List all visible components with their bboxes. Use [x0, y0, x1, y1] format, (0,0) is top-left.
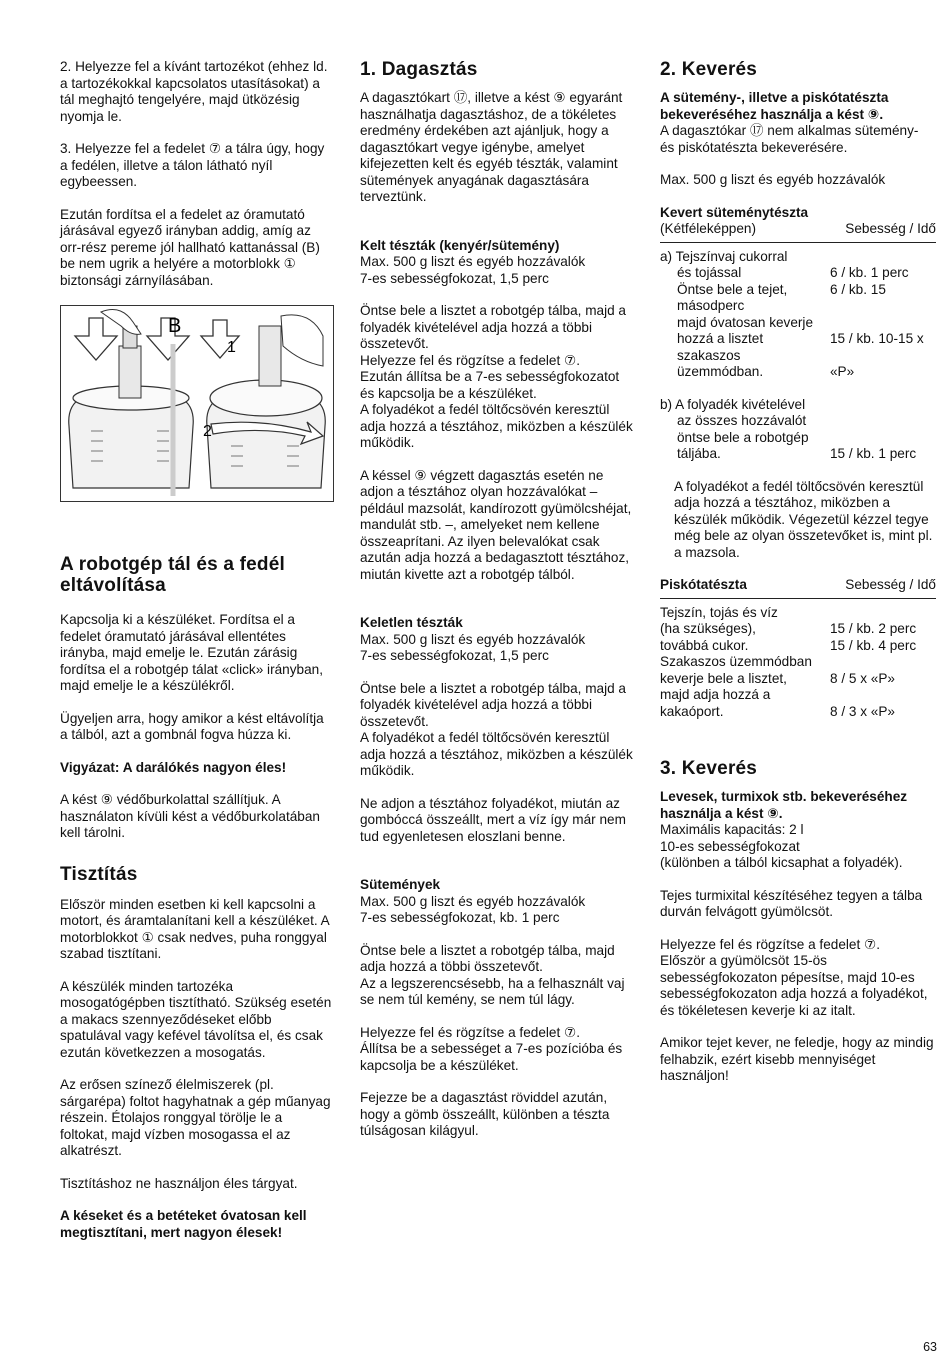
- table-cell-speed: [830, 298, 936, 315]
- table-cell-speed: [830, 413, 936, 430]
- mixing-heading: 2. Keverés: [660, 59, 758, 80]
- table-cell-step: majd adja hozzá a: [660, 687, 771, 702]
- bread-spec: Max. 500 g liszt és egyéb hozzávalók 7-es sebességfokozat, 1,5 perc: [360, 254, 586, 286]
- table-row: [660, 265, 936, 282]
- bread-knife-note: A késsel ⑨ végzett dagasztás esetén ne adjon a tésztához olyan hozzávalókat – például mazsolát, kandírozott gyümölcshéjat, mandulát stb. –, amelyeket nem kellene összeaprítani. Az ilyen belevalókat csak azután adja hozzá a bedagasztott tésztához, miután kivette azt a robotgép tálból.: [360, 467, 632, 582]
- table-cell-speed: 8 / 5 x «P»: [830, 670, 895, 686]
- cookies-steps: Öntse bele a lisztet a robotgép tálba, majd adja hozzá a többi összetevőt. Az a legszerencsésebb, ha a felhasznált vaj se nem túl kemény, se nem túl lágy.: [360, 942, 625, 1007]
- cookies-end: Fejezze be a dagasztást röviddel azután, hogy a gömb összeállt, különben a tészta túlságosan kilágyul.: [360, 1090, 610, 1138]
- table-row: [660, 413, 936, 430]
- table-cell-step: Szakaszos üzemmódban: [660, 654, 812, 669]
- table-row: [660, 331, 936, 348]
- table-row: [660, 654, 936, 671]
- table-cell-speed: [830, 430, 936, 447]
- cake-table-subtitle: (Kétféleképpen): [660, 221, 756, 236]
- table-cell-step: hozzá a lisztet: [677, 331, 764, 346]
- column-middle: [360, 59, 635, 1156]
- table-cell-speed: 6 / kb. 1 perc: [830, 265, 909, 280]
- table-cell-speed: 15 / kb. 10-15 x: [830, 331, 924, 346]
- remove-paragraph-1: Kapcsolja ki a készüléket. Fordítsa el a fedelet óramutató járásával ellentétes irányba, majd emelje le. Ezután zárásig fordítsa el a robotgép tálat «click» irányban, majd emelje le a készülékről.: [60, 612, 323, 693]
- unleavened-spec: Max. 500 g liszt és egyéb hozzávalók 7-es sebességfokozat, 1,5 perc: [360, 631, 586, 663]
- table-cell-step: kakaóport.: [660, 703, 724, 719]
- table-cell-step: szakaszos: [677, 347, 741, 363]
- table-cell-step: és tojással: [677, 265, 742, 280]
- bread-heading: Kelt tészták (kenyér/sütemény): [360, 237, 560, 253]
- table-row: [660, 687, 936, 704]
- sponge-table-rule: [660, 598, 936, 599]
- cleaning-paragraph-3: Az erősen színező élelmiszerek (pl. sárgarépa) foltot hagyhatnak a gép műanyag részein. Étolajos ronggyal törölje le a foltokat, majd vízben mosogassa el az alkatrészt.: [60, 1077, 331, 1158]
- assembly-illustration: [60, 305, 334, 502]
- cleaning-paragraph-1: Először minden esetben ki kell kapcsolni a motort, és áramtalanítani kell a készüléket. A motorblokkot ① csak nedves, puha ronggyal szabad tisztítani.: [60, 896, 329, 961]
- cookies-lid: Helyezze fel és rögzítse a fedelet ⑦. Állítsa be a sebességet a 7-es pozícióba és kapcsolja be a készüléket.: [360, 1024, 623, 1073]
- figure-label-b: B: [168, 315, 182, 337]
- mixing3-paragraph-2: Helyezze fel és rögzítse a fedelet ⑦. Először a gyümölcsöt 15-ös sebességfokozaton pépesítse, majd 10-es sebességfokozaton adja hozzá a folyadékot, és tökéletesen keverje ki az italt.: [660, 936, 928, 1018]
- table-cell-step: Tejszín, tojás és víz: [660, 604, 778, 620]
- cake-table-note: A folyadékot a fedél töltőcsövén keresztül adja hozzá a tésztához, miközben a készülék működik. Végezetül kézzel tegye még bele az olyan összetevőket is, mint pl. a mazsola.: [674, 478, 933, 560]
- bread-steps: Öntse bele a lisztet a robotgép tálba, majd a folyadék kivételével adja hozzá a többi összetevőt. Helyezze fel és rögzítse a fedelet ⑦. Ezután állítsa be a 7-es sebességfokozatot és kapcsolja be a készüléket. A folyadékot a fedél töltőcsövén keresztül adja hozzá a tésztához, miközben a készülék működik.: [360, 303, 633, 450]
- table-cell-speed: [830, 687, 936, 704]
- table-cell-step: üzemmódban.: [677, 364, 764, 379]
- table-row: [660, 282, 936, 299]
- table-cell-speed: [830, 605, 936, 622]
- cake-table-rule: [660, 242, 936, 243]
- knife-storage-paragraph: A kést ⑨ védőburkolattal szállítjuk. A használaton kívüli kést a védőburkolatában kell tárolni.: [60, 792, 320, 840]
- kneading-heading: 1. Dagasztás: [360, 59, 478, 80]
- cleaning-heading: Tisztítás: [60, 863, 138, 885]
- mixing3-paragraph-3: Amikor tejet kever, ne feledje, hogy az mindig felhabzik, ezért kisebb mennyiséget használjon!: [660, 1035, 934, 1083]
- table-cell-step: továbbá cukor.: [660, 637, 749, 653]
- mixing3-lead: Levesek, turmixok stb. bekeveréséhez használja a kést ⑨.: [660, 789, 908, 821]
- table-row: [660, 430, 936, 447]
- cookies-heading: Sütemények: [360, 877, 441, 892]
- cookies-spec: Max. 500 g liszt és egyéb hozzávalók 7-es sebességfokozat, kb. 1 perc: [360, 893, 586, 925]
- remove-paragraph-2: Ügyeljen arra, hogy amikor a kést eltávolítja a tálból, azt a gombnál fogva húzza ki.: [60, 710, 324, 742]
- column-left: [60, 59, 332, 1257]
- table-cell-step: (ha szükséges),: [660, 621, 756, 636]
- page-number: 63: [923, 1340, 937, 1354]
- mixing3-spec: Maximális kapacitás: 2 l 10-es sebességfokozat (különben a tálból kicsaphat a folyadék).: [660, 822, 903, 870]
- table-row: [660, 364, 936, 381]
- table-cell-step: b) A folyadék kivételével: [660, 396, 806, 412]
- cleaning-paragraph-4: Tisztításhoz ne használjon éles tárgyat.: [60, 1175, 298, 1191]
- table-row: [660, 446, 936, 463]
- table-cell-speed: [830, 397, 936, 414]
- table-cell-step: öntse bele a robotgép: [677, 429, 809, 445]
- table-cell-speed: «P»: [830, 364, 855, 379]
- table-cell-speed: [830, 654, 936, 671]
- table-row: [660, 605, 936, 622]
- cake-table-title: Kevert süteménytészta: [660, 204, 809, 220]
- table-cell-step: az összes hozzávalót: [677, 413, 807, 428]
- table-cell-speed: 15 / kb. 2 perc: [830, 621, 917, 636]
- cake-table-header: [660, 221, 936, 238]
- step2-paragraph: 2. Helyezze fel a kívánt tartozékot (ehhez ld. a tartozékokkal kapcsolatos utasításokat) a tál meghajtó tengelyére, majd ütközésig nyomja le.: [60, 59, 328, 124]
- table-row: [660, 315, 936, 332]
- figure-label-1: 1: [227, 339, 236, 356]
- mixing-lead: A sütemény-, illetve a piskótatészta bekeveréséhez használja a kést ⑨.: [660, 90, 889, 122]
- figure-label-2: 2: [203, 423, 212, 440]
- sponge-table-title: Piskótatészta: [660, 577, 747, 592]
- sponge-table-header: [660, 577, 936, 594]
- table-cell-speed: [830, 249, 936, 266]
- cleaning-warning: A késeket és a betéteket óvatosan kell megtisztítani, mert nagyon élesek!: [60, 1208, 307, 1240]
- table-cell-speed: 15 / kb. 4 perc: [830, 637, 917, 653]
- table-cell-speed: [830, 348, 936, 365]
- table-cell-speed: 15 / kb. 1 perc: [830, 446, 917, 461]
- assembly-drawing: [61, 306, 333, 501]
- table-cell-speed: 8 / 3 x «P»: [830, 703, 895, 719]
- mixing-max: Max. 500 g liszt és egyéb hozzávalók: [660, 172, 886, 187]
- cleaning-paragraph-2: A készülék minden tartozéka mosogatógépben tisztítható. Szükség esetén a makacs szennyeződéseket előbb spatulával vagy kefével távolítsa el, és csak ezután következzen a mosogatás.: [60, 978, 332, 1060]
- cake-table-rows-a: [660, 249, 936, 381]
- kneading-intro: A dagasztókart ⑰, illetve a kést ⑨ egyaránt használhatja dagasztáshoz, de a tökéletes eredmény érdekében azt ajánljuk, hogy a dagasztókart vegye igénybe, amelyet kifejezetten kelt és egyéb tészták, valamint sütemények anyagának dagasztására terveztünk.: [360, 90, 623, 204]
- unleavened-steps: Öntse bele a lisztet a robotgép tálba, majd a folyadék kivételével adja hozzá a többi összetevőt. A folyadékot a fedél töltőcsövén keresztül adja hozzá a tésztához, miközben a készülék működik.: [360, 680, 633, 778]
- mixing3-heading: 3. Keverés: [660, 758, 758, 779]
- mixing-note: A dagasztókar ⑰ nem alkalmas sütemény- és piskótatészta bekeverésére.: [660, 123, 919, 155]
- table-cell-step: keverje bele a lisztet,: [660, 670, 787, 686]
- table-cell-step: majd óvatosan keverje: [677, 314, 814, 330]
- unleavened-heading: Keletlen tészták: [360, 615, 463, 630]
- table-row: [660, 704, 936, 721]
- table-cell-speed: [830, 315, 936, 332]
- table-row: [660, 249, 936, 266]
- table-row: [660, 298, 936, 315]
- unleavened-note: Ne adjon a tésztához folyadékot, miután az gombóccá összeállt, mert a víz így már nem tud egyenletesen eloszlani benne.: [360, 795, 626, 844]
- table-row: [660, 638, 936, 655]
- table-cell-step: másodperc: [677, 298, 745, 313]
- table-row: [660, 397, 936, 414]
- table-cell-step: Öntse bele a tejet,: [677, 281, 788, 297]
- table-row: [660, 671, 936, 688]
- table-row: [660, 621, 936, 638]
- remove-heading: A robotgép tál és a fedél eltávolítása: [60, 554, 285, 596]
- cake-table-rows-b: [660, 397, 936, 463]
- column-right: [660, 59, 936, 1101]
- warning-text: Vigyázat: A darálókés nagyon éles!: [60, 759, 287, 775]
- table-cell-speed: 6 / kb. 15: [830, 281, 886, 297]
- table-cell-step: táljába.: [677, 446, 721, 461]
- step3-paragraph: 3. Helyezze fel a fedelet ⑦ a tálra úgy, hogy a fedélen, illetve a tálon látható nyíl egybeessen.: [60, 141, 325, 189]
- mixing3-paragraph-1: Tejes turmixital készítéséhez tegyen a tálba durván felvágott gyümölcsöt.: [660, 887, 923, 919]
- cake-table-speed-header: Sebesség / Idő: [845, 221, 936, 236]
- turn-lid-paragraph: Ezután fordítsa el a fedelet az óramutató járásával egyező irányban addig, amíg az orr-rész pereme jól hallható kattanással (B) be nem ugrik a helyére a motorblokk ① biztonsági zárnyílásában.: [60, 206, 320, 288]
- table-cell-step: a) Tejszínvaj cukorral: [660, 248, 788, 264]
- sponge-table-speed-header: Sebesség / Idő: [845, 577, 936, 592]
- table-row: [660, 348, 936, 365]
- sponge-table-rows: [660, 605, 936, 721]
